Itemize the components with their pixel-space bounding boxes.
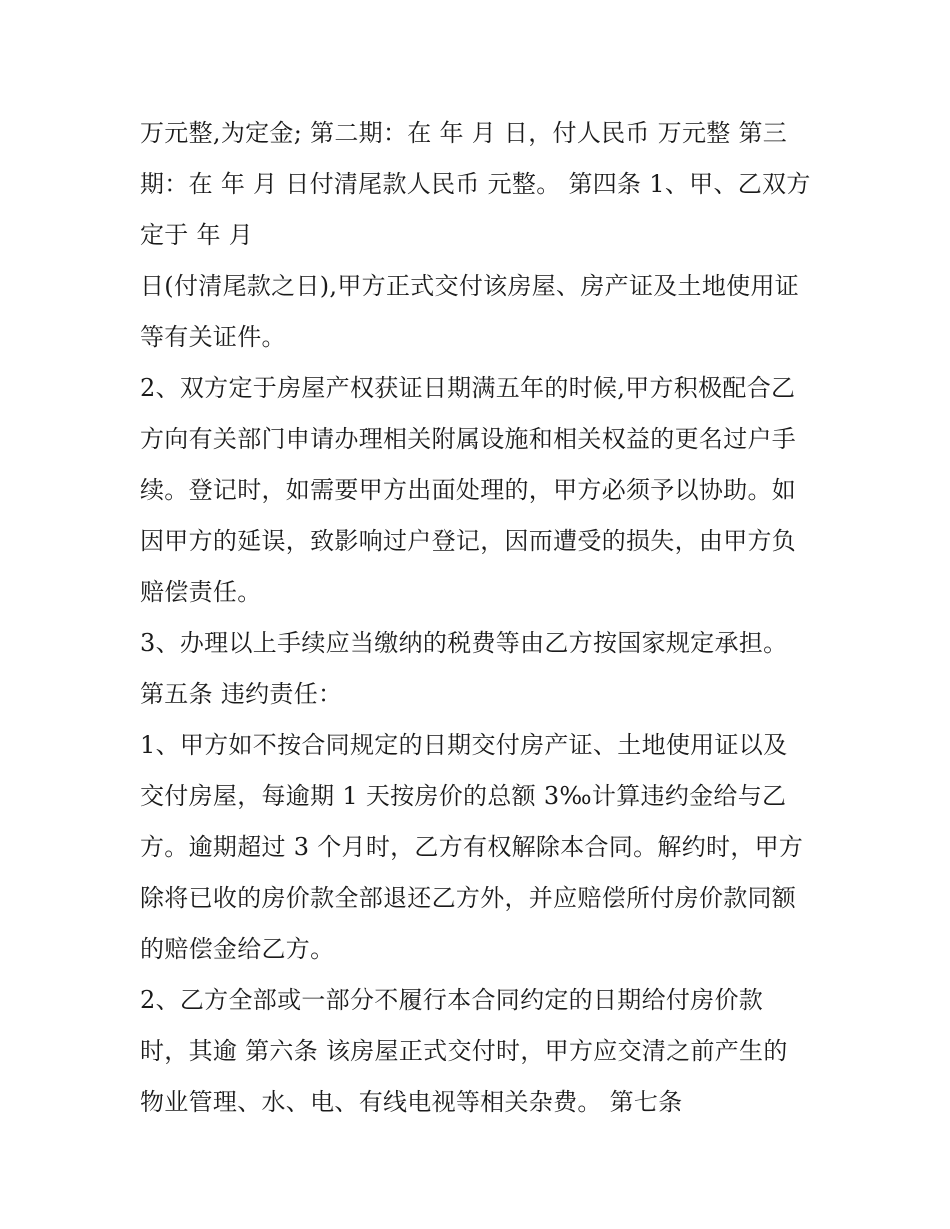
text-line: 交付房屋，每逾期 1 天按房价的总额 3‰计算违约金给与乙	[140, 782, 787, 810]
text-line: 2、双方定于房屋产权获证日期满五年的时候,甲方积极配合乙	[140, 374, 796, 402]
text-line: 续。登记时，如需要甲方出面处理的，甲方必须予以协助。如	[140, 476, 797, 504]
text-line: 万元整,为定金; 第二期：在 年 月 日，付人民币 万元整 第三	[140, 119, 788, 147]
text-line: 的赔偿金给乙方。	[140, 935, 335, 963]
text-line: 1、甲方如不按合同规定的日期交付房产证、土地使用证以及	[140, 731, 788, 759]
text-line: 2、乙方全部或一部分不履行本合同约定的日期给付房价款	[140, 986, 764, 1014]
text-line: 赔偿责任。	[140, 578, 262, 606]
text-line: 等有关证件。	[140, 323, 286, 351]
text-line: 3、办理以上手续应当缴纳的税费等由乙方按国家规定承担。	[140, 629, 788, 657]
document-body	[140, 108, 820, 1128]
text-line: 定于 年 月	[140, 221, 254, 249]
text-line: 因甲方的延误，致影响过户登记，因而遭受的损失，由甲方负	[140, 527, 797, 555]
text-line: 物业管理、水、电、有线电视等相关杂费。 第七条	[140, 1088, 683, 1116]
text-line: 方。逾期超过 3 个月时，乙方有权解除本合同。解约时，甲方	[140, 833, 804, 861]
section-heading: 第五条 违约责任：	[140, 680, 343, 708]
text-line: 方向有关部门申请办理相关附属设施和相关权益的更名过户手	[140, 425, 797, 453]
text-line: 时，其逾 第六条 该房屋正式交付时，甲方应交清之前产生的	[140, 1037, 788, 1065]
text-line: 日(付清尾款之日),甲方正式交付该房屋、房产证及土地使用证	[140, 272, 800, 300]
text-line: 期：在 年 月 日付清尾款人民币 元整。 第四条 1、甲、乙双方	[140, 170, 811, 198]
text-line: 除将已收的房价款全部退还乙方外，并应赔偿所付房价款同额	[140, 884, 797, 912]
